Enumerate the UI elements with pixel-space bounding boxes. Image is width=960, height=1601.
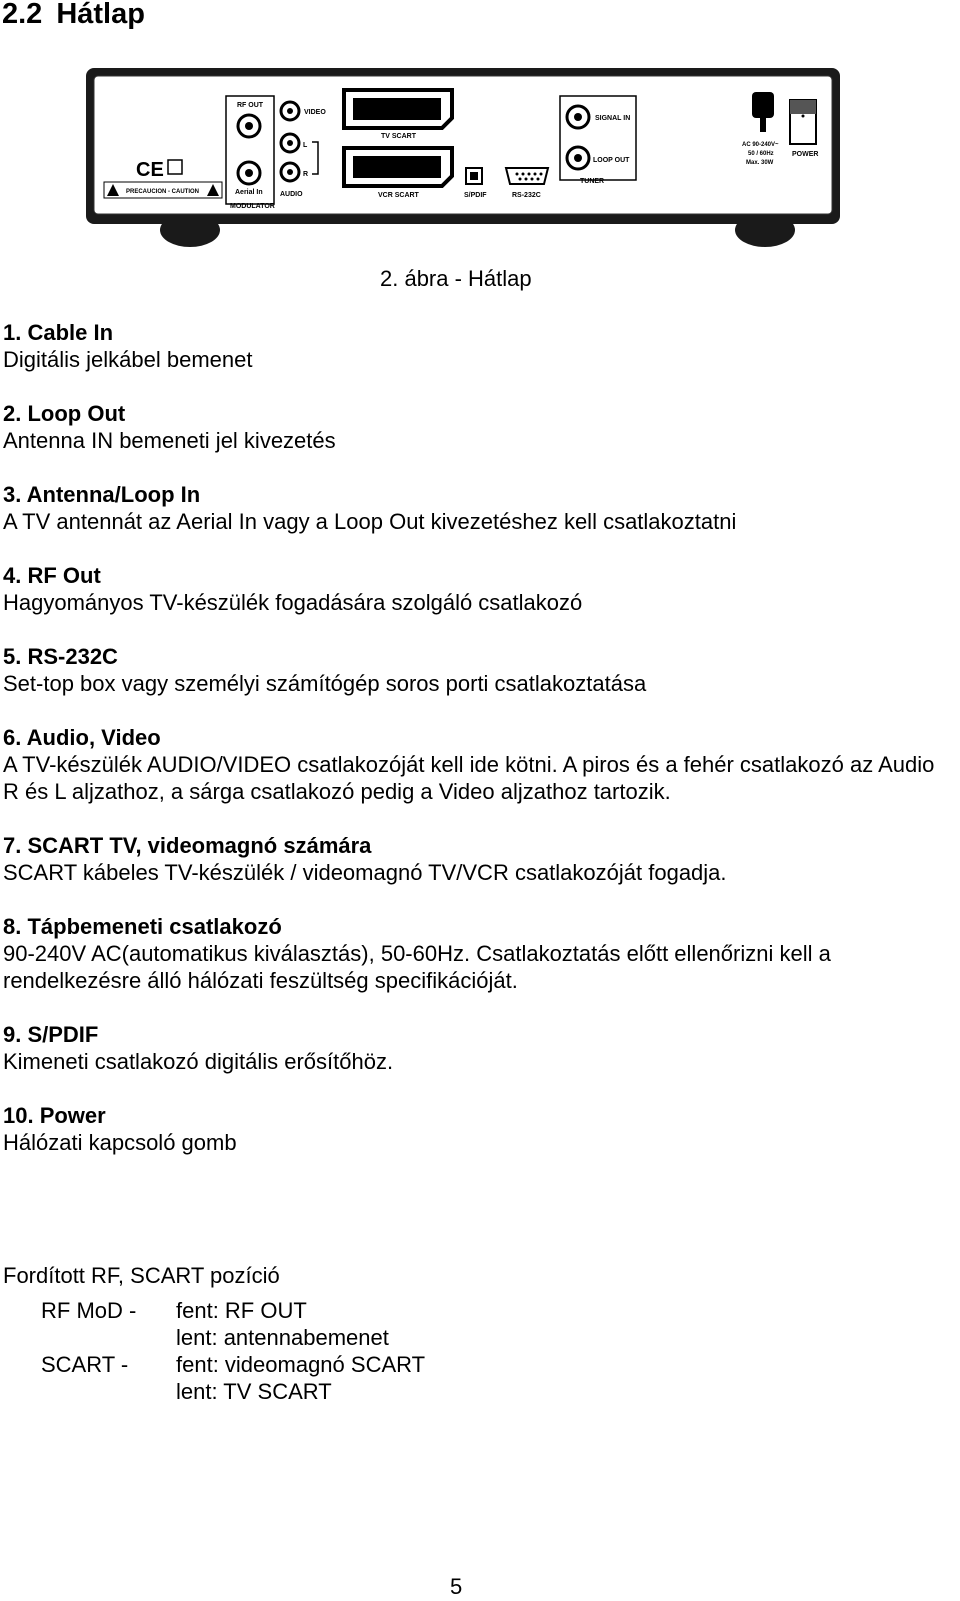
- item-description: SCART kábeles TV-készülék / videomagnó TV/VCR csatlakozóját fogadja.: [3, 860, 727, 885]
- item-description: Hagyományos TV-készülék fogadására szolgáló csatlakozó: [3, 590, 583, 615]
- list-item: [3, 1102, 953, 1156]
- item-title: 3. Antenna/Loop In: [3, 482, 201, 507]
- item-description: Digitális jelkábel bemenet: [3, 347, 253, 372]
- item-title: 10. Power: [3, 1103, 106, 1128]
- section-heading: [2, 0, 145, 31]
- page-number: 5: [450, 1574, 463, 1599]
- rs232c-connector: [506, 168, 548, 184]
- item-title: 2. Loop Out: [3, 401, 126, 426]
- item-title: 9. S/PDIF: [3, 1022, 99, 1047]
- item-title: 1. Cable In: [3, 320, 114, 345]
- list-item: [3, 319, 953, 373]
- list-item: [3, 400, 953, 454]
- caution-text: PRECAUCION - CAUTION: [126, 189, 199, 195]
- scart-bottom: lent: TV SCART: [176, 1379, 332, 1404]
- item-description: Hálózati kapcsoló gomb: [3, 1130, 237, 1155]
- item-description: 90-240V AC(automatikus kiválasztás), 50-60Hz. Csatlakoztatás előtt ellenőrizni kell a rendelkezésre álló hálózati feszültség specifikációját.: [3, 941, 831, 993]
- list-item: [3, 724, 953, 805]
- item-description: Kimeneti csatlakozó digitális erősítőhöz.: [3, 1049, 394, 1074]
- list-item: [3, 832, 953, 886]
- back-panel-figure: [86, 66, 842, 256]
- reversed-position-title: Fordított RF, SCART pozíció: [3, 1263, 280, 1288]
- list-item: [3, 913, 953, 994]
- ac-rating-line3: Max. 30W: [746, 160, 774, 166]
- rf-mod-bottom: lent: antennabemenet: [176, 1325, 389, 1350]
- item-title: 4. RF Out: [3, 563, 101, 588]
- item-title: 5. RS-232C: [3, 644, 118, 669]
- spdif-label: S/PDIF: [464, 192, 487, 199]
- connector-list: [3, 319, 953, 1183]
- loop-out-label: LOOP OUT: [593, 157, 630, 164]
- tv-scart-label: TV SCART: [381, 133, 416, 140]
- signal-in-label: SIGNAL IN: [595, 115, 631, 122]
- item-title: 8. Tápbemeneti csatlakozó: [3, 914, 282, 939]
- tuner-label: TUNER: [580, 178, 605, 185]
- item-description: A TV-készülék AUDIO/VIDEO csatlakozóját kell ide kötni. A piros és a fehér csatlakozó az Audio R és L aljzathoz, a sárga csatlakozó pedig a Video aljzathoz tartozik.: [3, 752, 935, 804]
- power-label: POWER: [792, 151, 819, 158]
- list-item: [3, 643, 953, 697]
- audio-r-label: R: [303, 171, 309, 178]
- section-number: 2.2: [2, 0, 43, 30]
- rs232c-label: RS-232C: [512, 192, 541, 199]
- item-description: A TV antennát az Aerial In vagy a Loop Out kivezetéshez kell csatlakoztatni: [3, 509, 737, 534]
- item-description: Antenna IN bemeneti jel kivezetés: [3, 428, 336, 453]
- aerial-in-label: Aerial In: [235, 189, 263, 196]
- modulator-label: MODULATOR: [230, 203, 275, 210]
- list-item: [3, 1021, 953, 1075]
- ce-mark: CE: [136, 159, 164, 181]
- ac-rating-line1: AC 90-240V~: [742, 142, 779, 148]
- vcr-scart-label: VCR SCART: [378, 192, 419, 199]
- item-description: Set-top box vagy személyi számítógép soros porti csatlakoztatása: [3, 671, 647, 696]
- ac-rating-line2: 50 / 60Hz: [748, 151, 774, 157]
- scart-top: fent: videomagnó SCART: [176, 1352, 426, 1377]
- audio-label: AUDIO: [280, 191, 303, 198]
- figure-caption: 2. ábra - Hátlap: [380, 266, 532, 291]
- scart-label: SCART -: [41, 1352, 129, 1377]
- item-title: 7. SCART TV, videomagnó számára: [3, 833, 372, 858]
- rf-out-label: RF OUT: [237, 102, 264, 109]
- video-label: VIDEO: [304, 109, 326, 116]
- list-item: [3, 481, 953, 535]
- audio-l-label: L: [303, 142, 308, 149]
- section-title: Hátlap: [56, 0, 145, 30]
- list-item: [3, 562, 953, 616]
- rf-mod-label: RF MoD -: [41, 1298, 137, 1323]
- rf-mod-top: fent: RF OUT: [176, 1298, 307, 1323]
- power-cord-icon: [752, 92, 774, 118]
- item-title: 6. Audio, Video: [3, 725, 161, 750]
